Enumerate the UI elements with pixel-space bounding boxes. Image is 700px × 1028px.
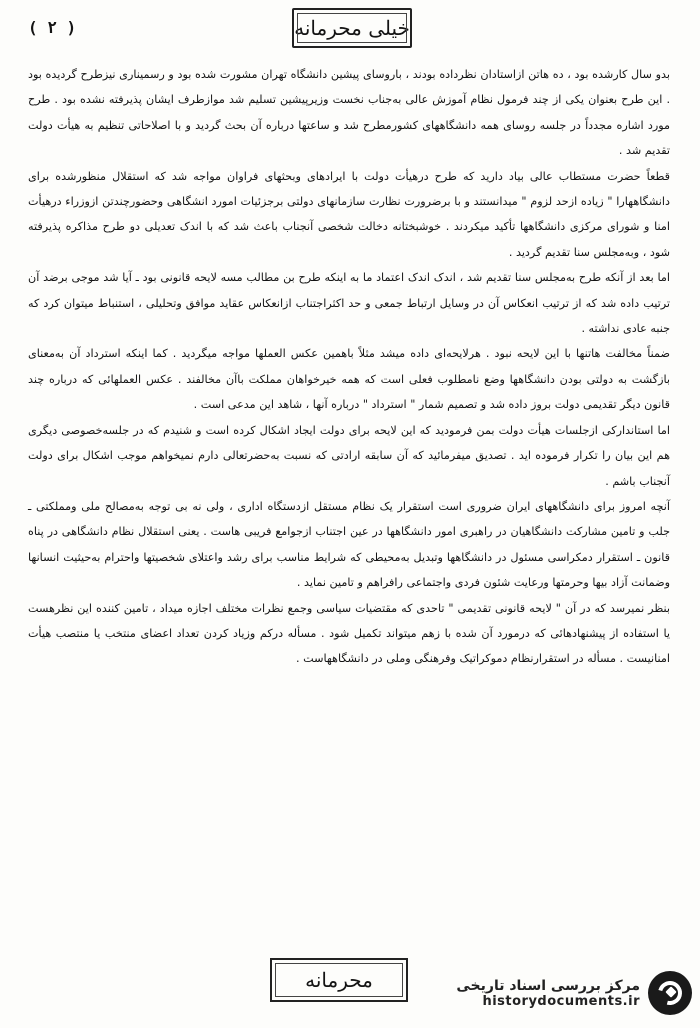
paragraph-5: اما استاندارکی ازجلسات هیأت دولت بمن فرمودید که این لایحه برای دولت ایجاد اشکال کرده است و شنیدم که در جلسه‌خصوصی دیگری هم این بیان را تکرار فرموده اید . تصدیق میفرمائید که آن سابقه ارادتی که نسبت به‌حضرتعالی دارم نمیخواهم موجب اشکال برای دولت آنجناب باشم .	[28, 423, 670, 488]
paragraph-7: بنظر نمیرسد که در آن " لایحه قانونی تقدیمی " تاحدی که مقتضیات سیاسی وجمع نظرات مختلف اجازه میداد ، تامین کننده این نظرهست یا استفاده از پیشنهادهائی که درمورد آن شده با زهم میتواند تکمیل شود . مسأله درکم وزیاد کردن تعداد اعضای منتخب یا منتصب هیأت امنانیست . مسأله در استقرارنظام دموکراتیک وفرهنگی وملی در دانشگاههاست .	[28, 601, 670, 666]
page-number: ( ٢ )	[28, 18, 77, 37]
paragraph-4: ضمناً مخالفت هاتنها با این لایحه نبود . هرلایحه‌ای داده میشد مثلاً باهمین عکس العملها مواجه میگردید . کما اینکه استرداد آن به‌معنای بازگشت به دولتی بودن دانشگاهها وضع نامطلوب فعلی است که همه خیرخواهان مملکت باآن مخالفند . عکس العملهائی که درباره چند قانون دیگر تقدیمی دولت بروز داده شد و تصمیم شمار " استرداد " درباره آنها ، شاهد این مدعی است .	[28, 347, 670, 412]
letter-body	[28, 62, 670, 672]
archive-logo-icon	[648, 971, 692, 1015]
watermark-name: مرکز بررسی اسناد تاریخی	[456, 977, 640, 994]
confidential-stamp-top: خیلی محرمانه	[292, 8, 412, 48]
watermark-text	[456, 978, 640, 1009]
archive-watermark	[420, 966, 692, 1020]
paragraph-3: اما بعد از آنکه طرح به‌مجلس سنا تقدیم شد ، اندک اندک اعتماد ما به اینکه طرح بن مطالب مسه لایحه قانونی بود ـ آیا شد موجی برضد آن ترتیب داده شد که از ترتیب انعکاس آن در وسایل ارتباط جمعی و حد اکثراجتناب ازانعکاس عقاید موافق وتحلیلی ، استنباط میتوان کرد که جنبه عادی نداشته .	[28, 271, 670, 336]
paragraph-2: قطعاً حضرت مستطاب عالی بیاد دارید که طرح درهیأت دولت با ایرادهای وبحثهای فراوان مواجه شد که استقلال منظورشده برای دانشگاههارا " زیاده ازحد لزوم " میدانستند و با برضرورت نظارت سازمانهای دولتی برجزئیات امورد انشگاهی وحضورچندتن ازوزراء درهیأت امنا و شورای مرکزی دانشگاهها تأکید میکردند . خوشبختانه دخالت شخصی آنجناب باعث شد که با اندک تعدیلی دو طرح مذاکره پذیرفته شود ، وبه‌مجلس سنا تقدیم گردید .	[28, 169, 670, 259]
watermark-url: historydocuments.ir	[482, 993, 640, 1009]
confidential-stamp-bottom: محرمانه	[270, 958, 408, 1002]
paragraph-1: بدو سال کارشده بود ، ده هاتن ازاستادان نظرداده بودند ، باروسای پیشین دانشگاه تهران مشورت شده بود و رسمیناری نیزطرح گردیده بود . این طرح بعنوان یکی از چند فرمول نظام آموزش عالی به‌جناب نخست وزیرپیشین تسلیم شد موازطرف ایشان پذیرفته نشده بود . طرح مورد اشاره مجدداً در جلسه روسای همه دانشگاههای کشورمطرح شد و ساعتها درباره آن بحث گردید و با اصلاحاتی تنظیم به هیأت دولت تقدیم شد .	[28, 68, 670, 158]
paragraph-6: آنچه امروز برای دانشگاههای ایران ضروری است استقرار یک نظام مستقل ازدستگاه اداری ، ولی نه بی توجه به‌مصالح ملی ومملکتی ـ جلب و تامین مشارکت دانشگاهیان در راهبری امور دانشگاهها در عین اجتناب ازجوامع فریبی هاست . یعنی استقلال نظام دانشگاهی در پناه قانون ـ استقرار دمکراسی مسئول در دانشگاهها وتبدیل به‌محیطی که شرایط مناسب برای رشد واعتلای شخصیتها واحترام به‌حیثیت انسانها وضمانت آزاد بیها وحرمتها ورعایت شئون فردی واجتماعی رافراهم و تامین نماید .	[28, 499, 670, 590]
